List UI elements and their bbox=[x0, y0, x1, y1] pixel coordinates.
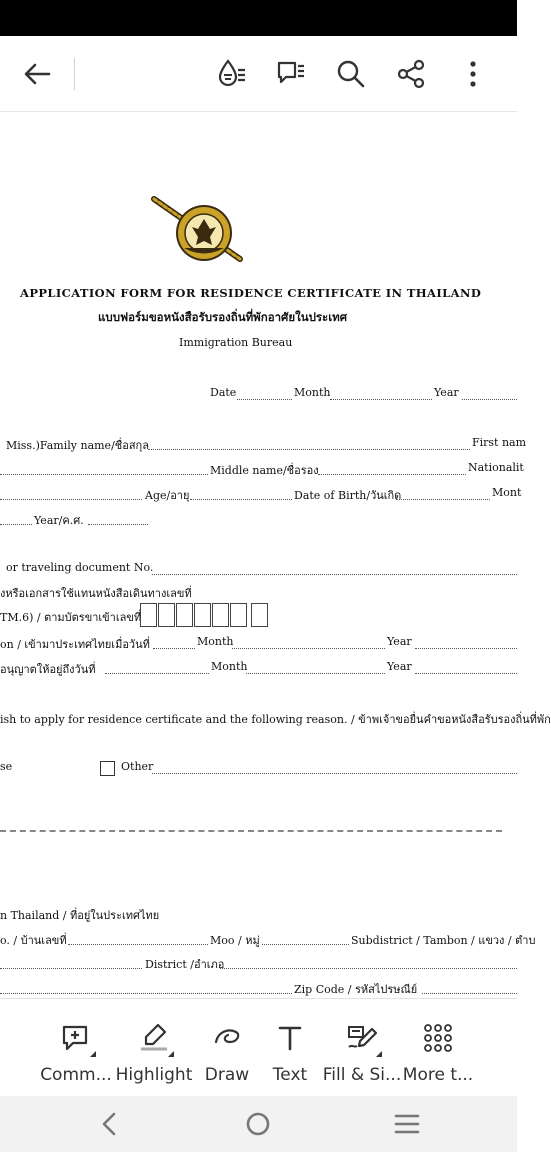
more-vertical-icon[interactable] bbox=[453, 54, 493, 94]
reason-statement: ish to apply for residence certificate and the following reason. / ข้าพเจ้าขอยื่นคำขอหนังสือรับรองถิ่นที่พัก bbox=[0, 713, 551, 726]
more-tools-button[interactable] bbox=[400, 999, 476, 1097]
fill-sign-tool-label: Fill & Si... bbox=[322, 1065, 402, 1085]
moo-label: Moo / หมู่ bbox=[210, 934, 260, 947]
middle-name-field[interactable] bbox=[318, 474, 466, 475]
tm6-label: TM.6) / ตามบัตรขาเข้าเลขที่ bbox=[0, 611, 142, 624]
pdf-document-page[interactable] bbox=[0, 113, 551, 998]
text-tool-button[interactable] bbox=[262, 999, 318, 1097]
tm6-digit-box-7[interactable] bbox=[251, 603, 268, 627]
year-label: Year bbox=[434, 386, 459, 399]
dashed-separator bbox=[0, 830, 502, 832]
purpose-label: se bbox=[0, 760, 13, 773]
highlight-tool-label: Highlight bbox=[115, 1065, 193, 1085]
highlight-tool-button[interactable] bbox=[115, 999, 193, 1097]
district-field[interactable] bbox=[220, 968, 517, 969]
search-icon[interactable] bbox=[331, 54, 371, 94]
form-title-english: APPLICATION FORM FOR RESIDENCE CERTIFICATE IN THAILAND bbox=[20, 286, 482, 300]
entry-month-label: Month bbox=[197, 635, 234, 648]
share-icon[interactable] bbox=[392, 54, 432, 94]
draw-tool-button[interactable] bbox=[198, 999, 256, 1097]
birth-year-label: Year/ค.ศ. bbox=[34, 514, 84, 527]
permit-year-label: Year bbox=[387, 660, 412, 673]
date-of-birth-field[interactable] bbox=[396, 499, 490, 500]
moo-field[interactable] bbox=[262, 944, 349, 945]
address-header: n Thailand / ที่อยู่ในประเทศไทย bbox=[0, 909, 160, 922]
zip-code-label: Zip Code / รหัสไปรษณีย์ bbox=[294, 983, 418, 996]
form-title-thai: แบบฟอร์มขอหนังสือรับรองถิ่นที่พักอาศัยในประเทศ bbox=[98, 310, 348, 324]
district-label: District /อำเภอ bbox=[145, 958, 225, 971]
subdistrict-label: Subdistrict / Tambon / แขวง / ตำบ bbox=[351, 934, 536, 947]
entry-year-field[interactable] bbox=[415, 648, 517, 649]
back-arrow-icon[interactable] bbox=[17, 54, 57, 94]
more-tools-label: More t... bbox=[402, 1065, 474, 1085]
age-field[interactable] bbox=[190, 499, 292, 500]
tm6-digit-box-6[interactable] bbox=[230, 603, 247, 627]
age-label: Age/อายุ bbox=[145, 489, 190, 502]
family-name-label: Miss.)Family name/ชื่อสกุล bbox=[6, 439, 149, 452]
passport-number-field[interactable] bbox=[152, 574, 517, 575]
more-tools-grid-icon bbox=[420, 1021, 456, 1055]
toolbar-divider bbox=[74, 58, 75, 90]
back-chevron-icon[interactable] bbox=[89, 1106, 129, 1142]
comment-tool-label: Comm... bbox=[40, 1065, 112, 1085]
nationality-field[interactable] bbox=[0, 499, 142, 500]
birth-month-label: Mont bbox=[492, 486, 522, 499]
liquid-mode-icon[interactable] bbox=[212, 54, 252, 94]
tm6-digit-box-5[interactable] bbox=[212, 603, 229, 627]
text-icon bbox=[272, 1021, 308, 1055]
draw-icon bbox=[209, 1021, 245, 1055]
permit-month-field[interactable] bbox=[246, 673, 385, 674]
date-field[interactable] bbox=[237, 399, 292, 400]
permit-year-field[interactable] bbox=[415, 673, 517, 674]
system-navigation-bar bbox=[0, 1096, 517, 1152]
other-label: Other bbox=[121, 760, 154, 773]
entry-month-field[interactable] bbox=[232, 648, 385, 649]
form-issuer: Immigration Bureau bbox=[179, 336, 293, 349]
draw-tool-label: Draw bbox=[204, 1065, 250, 1085]
entry-date-field[interactable] bbox=[153, 648, 195, 649]
top-toolbar bbox=[0, 36, 517, 112]
previous-field-continuation[interactable] bbox=[0, 474, 208, 475]
month-label: Month bbox=[294, 386, 331, 399]
tm6-digit-box-3[interactable] bbox=[176, 603, 193, 627]
recents-menu-icon[interactable] bbox=[387, 1106, 427, 1142]
comment-tool-button[interactable] bbox=[36, 999, 116, 1097]
subdistrict-field[interactable] bbox=[0, 968, 142, 969]
date-of-birth-label: Date of Birth/วันเกิด bbox=[294, 489, 402, 502]
immigration-seal-logo bbox=[150, 193, 245, 265]
date-label: Date bbox=[210, 386, 237, 399]
other-reason-field[interactable] bbox=[152, 773, 517, 774]
entry-date-label: on / เข้ามาประเทศไทยเมื่อวันที่ bbox=[0, 638, 150, 651]
comment-add-icon bbox=[58, 1021, 94, 1055]
birth-year-field[interactable] bbox=[88, 524, 148, 525]
zip-code-field[interactable] bbox=[422, 993, 517, 994]
fill-sign-tool-button[interactable] bbox=[322, 999, 402, 1097]
text-tool-label: Text bbox=[272, 1065, 308, 1085]
house-number-field[interactable] bbox=[68, 944, 208, 945]
tm6-digit-box-4[interactable] bbox=[194, 603, 211, 627]
permit-date-field[interactable] bbox=[105, 673, 209, 674]
home-circle-icon[interactable] bbox=[238, 1106, 278, 1142]
status-bar bbox=[0, 0, 517, 36]
permit-until-label: อนุญาตให้อยู่ถึงวันที่ bbox=[0, 663, 96, 676]
tm6-digit-box-2[interactable] bbox=[158, 603, 175, 627]
month-field[interactable] bbox=[330, 399, 432, 400]
passport-label: or traveling document No. bbox=[6, 561, 154, 574]
house-number-label: o. / บ้านเลขที่ bbox=[0, 934, 67, 947]
nationality-label: Nationalit bbox=[468, 461, 524, 474]
permit-month-label: Month bbox=[211, 660, 248, 673]
province-field[interactable] bbox=[0, 993, 292, 994]
family-name-field[interactable] bbox=[148, 449, 470, 450]
first-name-label: First nam bbox=[472, 436, 527, 449]
highlighter-icon bbox=[136, 1021, 172, 1055]
passport-label-thai: งหรือเอกสารใช้แทนหนังสือเดินทางเลขที่ bbox=[0, 587, 192, 600]
fill-sign-icon bbox=[344, 1021, 380, 1055]
other-checkbox[interactable] bbox=[100, 761, 115, 776]
middle-name-label: Middle name/ชื่อรอง bbox=[210, 464, 319, 477]
birth-month-field[interactable] bbox=[0, 524, 32, 525]
year-field[interactable] bbox=[462, 399, 517, 400]
entry-year-label: Year bbox=[387, 635, 412, 648]
tm6-digit-box-1[interactable] bbox=[140, 603, 157, 627]
comments-list-icon[interactable] bbox=[271, 54, 311, 94]
bottom-tools-bar bbox=[0, 998, 517, 1096]
